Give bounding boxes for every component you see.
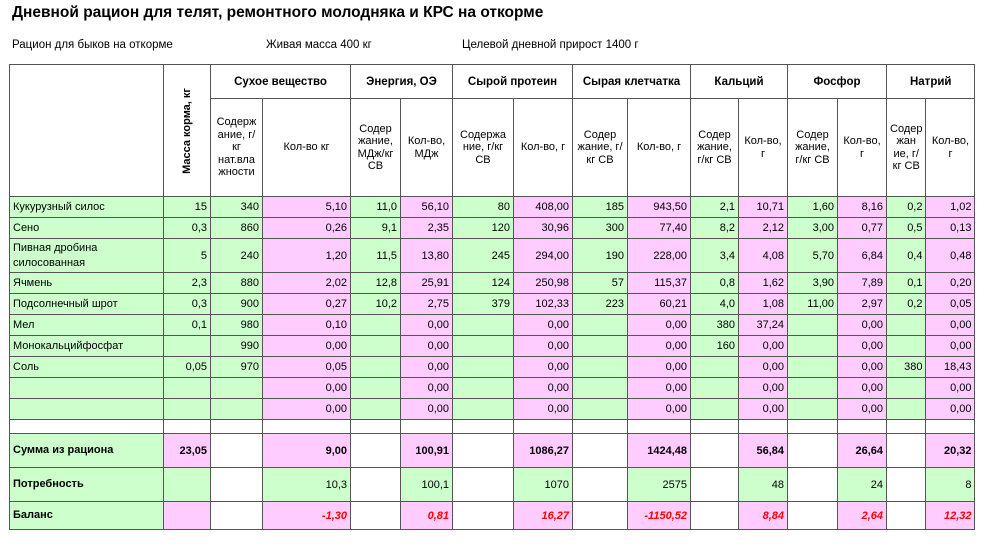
table-row xyxy=(10,294,975,315)
sum-ca: 56,84 xyxy=(739,434,788,468)
need-label: Потребность xyxy=(10,468,164,502)
sum-row xyxy=(10,434,975,468)
table-cell: 0,00 xyxy=(263,336,351,357)
spacer-row xyxy=(10,420,975,434)
table-cell: 6,84 xyxy=(838,239,887,273)
table-cell xyxy=(573,378,628,399)
table-cell: 2,75 xyxy=(401,294,453,315)
table-cell: 77,40 xyxy=(628,218,691,239)
table-cell: 30,96 xyxy=(514,218,573,239)
table-cell: 0,00 xyxy=(926,378,975,399)
empty-cell xyxy=(211,468,263,502)
table-cell: 0,77 xyxy=(838,218,887,239)
table-cell: 10,71 xyxy=(739,197,788,218)
table-cell xyxy=(887,399,926,420)
table-cell xyxy=(887,378,926,399)
table-cell: 0,00 xyxy=(926,315,975,336)
table-cell: 228,00 xyxy=(628,239,691,273)
table-cell xyxy=(164,378,211,399)
table-cell: 5 xyxy=(164,239,211,273)
empty-cell xyxy=(926,420,975,434)
empty-cell xyxy=(887,434,926,468)
table-cell: 57 xyxy=(573,273,628,294)
subheader-cell: Кол-во кг xyxy=(263,99,351,197)
table-cell: 0,00 xyxy=(628,357,691,378)
table-cell: 1,08 xyxy=(739,294,788,315)
empty-cell xyxy=(263,420,351,434)
table-cell: 15 xyxy=(164,197,211,218)
subheader-cell: Кол-во, г xyxy=(838,99,887,197)
empty-cell xyxy=(453,502,514,530)
table-cell: 3,90 xyxy=(788,273,838,294)
table-cell: 340 xyxy=(211,197,263,218)
feed-name-cell: Монокальцийфосфат xyxy=(10,336,164,357)
need-en: 100,1 xyxy=(401,468,453,502)
table-cell: 80 xyxy=(453,197,514,218)
table-cell xyxy=(453,378,514,399)
empty-cell xyxy=(887,420,926,434)
table-cell: 7,89 xyxy=(838,273,887,294)
table-cell xyxy=(164,399,211,420)
table-cell: 5,10 xyxy=(263,197,351,218)
table-row xyxy=(10,197,975,218)
table-cell: 0,00 xyxy=(263,378,351,399)
table-cell: 0,00 xyxy=(926,399,975,420)
table-cell xyxy=(573,336,628,357)
subheader-cell: Кол-во, МДж xyxy=(401,99,453,197)
empty-cell xyxy=(573,420,628,434)
sum-ph: 26,64 xyxy=(838,434,887,468)
empty-cell xyxy=(401,420,453,434)
header-feed-mass: Масса корма, кг xyxy=(164,65,211,197)
table-cell xyxy=(351,315,401,336)
table-cell xyxy=(788,378,838,399)
table-cell: 115,37 xyxy=(628,273,691,294)
table-cell xyxy=(887,336,926,357)
table-cell: 11,00 xyxy=(788,294,838,315)
table-cell: 880 xyxy=(211,273,263,294)
empty-cell xyxy=(788,502,838,530)
feed-name-cell xyxy=(10,378,164,399)
ration-table xyxy=(9,64,975,530)
table-cell: 0,48 xyxy=(926,239,975,273)
table-cell: 190 xyxy=(573,239,628,273)
table-cell: 0,8 xyxy=(691,273,739,294)
table-cell: 0,4 xyxy=(887,239,926,273)
table-cell xyxy=(887,315,926,336)
table-cell: 240 xyxy=(211,239,263,273)
balance-dm: -1,30 xyxy=(263,502,351,530)
table-cell: 13,80 xyxy=(401,239,453,273)
table-cell: 300 xyxy=(573,218,628,239)
sum-fb: 1424,48 xyxy=(628,434,691,468)
table-cell: 5,70 xyxy=(788,239,838,273)
table-cell: 250,98 xyxy=(514,273,573,294)
table-cell: 0,00 xyxy=(514,315,573,336)
table-cell: 1,20 xyxy=(263,239,351,273)
table-cell: 0,00 xyxy=(628,378,691,399)
table-cell: 56,10 xyxy=(401,197,453,218)
table-cell: 9,1 xyxy=(351,218,401,239)
table-cell: 0,00 xyxy=(263,399,351,420)
table-cell: 2,3 xyxy=(164,273,211,294)
table-cell: 18,43 xyxy=(926,357,975,378)
table-cell: 0,00 xyxy=(401,315,453,336)
table-cell: 0,00 xyxy=(628,315,691,336)
table-cell: 0,00 xyxy=(838,357,887,378)
empty-cell xyxy=(514,420,573,434)
table-row xyxy=(10,239,975,273)
subheader-cell: Кол-во, г xyxy=(514,99,573,197)
table-cell: 60,21 xyxy=(628,294,691,315)
table-cell: 0,26 xyxy=(263,218,351,239)
table-cell: 12,8 xyxy=(351,273,401,294)
subheader-cell: Содер жание, г/кг СВ xyxy=(573,99,628,197)
empty-cell xyxy=(211,420,263,434)
table-cell: 0,00 xyxy=(514,378,573,399)
table-cell: 0,05 xyxy=(926,294,975,315)
balance-label: Баланс xyxy=(10,502,164,530)
empty-cell xyxy=(211,434,263,468)
table-cell: 0,00 xyxy=(628,399,691,420)
balance-en: 0,81 xyxy=(401,502,453,530)
table-cell: 0,00 xyxy=(401,399,453,420)
feed-name-cell: Подсолнечный шрот xyxy=(10,294,164,315)
table-cell: 3,00 xyxy=(788,218,838,239)
table-cell: 380 xyxy=(887,357,926,378)
table-cell xyxy=(453,399,514,420)
empty-cell xyxy=(691,468,739,502)
need-pr: 1070 xyxy=(514,468,573,502)
table-cell xyxy=(573,399,628,420)
empty-cell xyxy=(691,502,739,530)
empty-cell xyxy=(691,434,739,468)
sum-na: 20,32 xyxy=(926,434,975,468)
empty-cell xyxy=(691,420,739,434)
empty-cell xyxy=(351,502,401,530)
feed-name-cell xyxy=(10,399,164,420)
empty-cell xyxy=(573,434,628,468)
table-cell: 970 xyxy=(211,357,263,378)
table-cell: 0,00 xyxy=(739,399,788,420)
table-cell xyxy=(351,336,401,357)
empty-cell xyxy=(211,502,263,530)
subheader-cell: Содер жание, г/кг СВ xyxy=(691,99,739,197)
table-cell xyxy=(788,336,838,357)
table-cell: 3,4 xyxy=(691,239,739,273)
table-row xyxy=(10,273,975,294)
table-cell xyxy=(573,357,628,378)
table-row xyxy=(10,378,975,399)
empty-cell xyxy=(788,434,838,468)
table-cell: 223 xyxy=(573,294,628,315)
sum-label: Сумма из рациона xyxy=(10,434,164,468)
table-cell: 0,3 xyxy=(164,218,211,239)
table-cell: 408,00 xyxy=(514,197,573,218)
table-cell: 0,27 xyxy=(263,294,351,315)
table-cell: 0,00 xyxy=(739,357,788,378)
feed-name-cell: Ячмень xyxy=(10,273,164,294)
table-cell xyxy=(211,378,263,399)
table-cell: 0,00 xyxy=(514,357,573,378)
table-cell xyxy=(453,315,514,336)
balance-row xyxy=(10,502,975,530)
table-cell: 25,91 xyxy=(401,273,453,294)
live-mass-label: Живая масса 400 кг xyxy=(266,39,372,51)
table-cell: 2,1 xyxy=(691,197,739,218)
balance-ca: 8,84 xyxy=(739,502,788,530)
table-cell: 2,35 xyxy=(401,218,453,239)
table-cell: 4,08 xyxy=(739,239,788,273)
empty-cell xyxy=(573,502,628,530)
need-ca: 48 xyxy=(739,468,788,502)
table-cell xyxy=(351,378,401,399)
table-cell: 990 xyxy=(211,336,263,357)
table-cell: 1,60 xyxy=(788,197,838,218)
table-cell: 160 xyxy=(691,336,739,357)
empty-cell xyxy=(739,420,788,434)
empty-cell xyxy=(788,468,838,502)
subheader-cell: Кол-во, г xyxy=(628,99,691,197)
feed-name-cell: Сено xyxy=(10,218,164,239)
table-cell: 2,02 xyxy=(263,273,351,294)
header-sodium: Натрий xyxy=(887,65,975,99)
table-cell: 0,00 xyxy=(514,336,573,357)
header-fiber: Сырая клетчатка xyxy=(573,65,691,99)
table-cell: 0,3 xyxy=(164,294,211,315)
table-row xyxy=(10,357,975,378)
sum-dm: 9,00 xyxy=(263,434,351,468)
subheader-cell: Содер жан ие, г/кг СВ xyxy=(887,99,926,197)
table-cell: 102,33 xyxy=(514,294,573,315)
table-cell: 0,00 xyxy=(926,336,975,357)
table-cell xyxy=(788,315,838,336)
need-dm: 10,3 xyxy=(263,468,351,502)
feed-name-cell: Мел xyxy=(10,315,164,336)
table-cell: 0,00 xyxy=(739,336,788,357)
table-cell: 10,2 xyxy=(351,294,401,315)
table-cell: 120 xyxy=(453,218,514,239)
table-cell: 0,00 xyxy=(739,378,788,399)
page-title: Дневной рацион для телят, ремонтного молодняка и КРС на откорме xyxy=(12,4,544,21)
table-cell: 245 xyxy=(453,239,514,273)
table-cell xyxy=(788,357,838,378)
subheader-cell: Содер жание, МДж/кг СВ xyxy=(351,99,401,197)
table-cell: 0,2 xyxy=(887,197,926,218)
feed-name-cell: Пивная дробина силосованная xyxy=(10,239,164,273)
header-name xyxy=(10,65,164,197)
table-cell xyxy=(453,336,514,357)
empty-cell xyxy=(453,420,514,434)
table-cell: 0,2 xyxy=(887,294,926,315)
table-cell: 860 xyxy=(211,218,263,239)
table-row xyxy=(10,315,975,336)
table-cell: 0,00 xyxy=(514,399,573,420)
table-cell: 0,00 xyxy=(838,378,887,399)
table-cell: 0,00 xyxy=(838,315,887,336)
table-cell: 0,1 xyxy=(164,315,211,336)
table-cell: 294,00 xyxy=(514,239,573,273)
table-cell: 2,97 xyxy=(838,294,887,315)
table-row xyxy=(10,336,975,357)
empty-cell xyxy=(351,468,401,502)
subheader-cell: Кол-во, г xyxy=(926,99,975,197)
table-cell: 8,2 xyxy=(691,218,739,239)
table-cell: 943,50 xyxy=(628,197,691,218)
table-cell: 185 xyxy=(573,197,628,218)
table-cell: 0,00 xyxy=(838,399,887,420)
table-cell xyxy=(691,399,739,420)
empty-cell xyxy=(838,420,887,434)
table-cell: 0,00 xyxy=(401,378,453,399)
empty-cell xyxy=(10,420,164,434)
empty-cell xyxy=(628,420,691,434)
table-cell: 0,00 xyxy=(401,336,453,357)
balance-ph: 2,64 xyxy=(838,502,887,530)
table-cell: 2,12 xyxy=(739,218,788,239)
table-cell: 980 xyxy=(211,315,263,336)
empty-cell xyxy=(164,468,211,502)
table-cell xyxy=(453,357,514,378)
subheader-cell: Содержа ние, г/кг СВ xyxy=(453,99,514,197)
need-ph: 24 xyxy=(838,468,887,502)
subheader-cell: Содер жание, г/кг СВ xyxy=(788,99,838,197)
table-cell: 0,10 xyxy=(263,315,351,336)
empty-cell xyxy=(788,420,838,434)
subheader-cell: Кол-во, г xyxy=(739,99,788,197)
empty-cell xyxy=(887,502,926,530)
table-cell: 379 xyxy=(453,294,514,315)
table-cell xyxy=(211,399,263,420)
balance-pr: 16,27 xyxy=(514,502,573,530)
table-cell: 900 xyxy=(211,294,263,315)
balance-na: 12,32 xyxy=(926,502,975,530)
header-protein: Сырой протеин xyxy=(453,65,573,99)
target-gain-label: Целевой дневной прирост 1400 г xyxy=(462,39,639,51)
feed-name-cell: Соль xyxy=(10,357,164,378)
table-cell: 1,62 xyxy=(739,273,788,294)
table-cell: 0,00 xyxy=(628,336,691,357)
table-cell xyxy=(164,336,211,357)
balance-fb: -1150,52 xyxy=(628,502,691,530)
header-calcium: Кальций xyxy=(691,65,788,99)
table-row xyxy=(10,399,975,420)
ration-label: Рацион для быков на откорме xyxy=(12,39,173,51)
table-cell xyxy=(351,399,401,420)
table-cell: 37,24 xyxy=(739,315,788,336)
table-cell xyxy=(351,357,401,378)
table-cell: 0,00 xyxy=(838,336,887,357)
table-cell: 11,0 xyxy=(351,197,401,218)
empty-cell xyxy=(351,434,401,468)
empty-cell xyxy=(164,502,211,530)
header-dry-matter: Сухое вещество xyxy=(211,65,351,99)
table-cell: 0,05 xyxy=(164,357,211,378)
empty-cell xyxy=(887,468,926,502)
subheader-cell: Содерж ание, г/кг нат.вла жности xyxy=(211,99,263,197)
table-cell: 8,16 xyxy=(838,197,887,218)
feed-name-cell: Кукурузный силос xyxy=(10,197,164,218)
table-cell: 0,00 xyxy=(401,357,453,378)
empty-cell xyxy=(573,468,628,502)
empty-cell xyxy=(453,468,514,502)
table-cell xyxy=(691,357,739,378)
table-cell: 1,02 xyxy=(926,197,975,218)
table-cell: 0,05 xyxy=(263,357,351,378)
empty-cell xyxy=(351,420,401,434)
table-cell: 11,5 xyxy=(351,239,401,273)
table-cell: 124 xyxy=(453,273,514,294)
empty-cell xyxy=(453,434,514,468)
table-cell xyxy=(788,399,838,420)
table-cell: 0,20 xyxy=(926,273,975,294)
table-cell: 0,13 xyxy=(926,218,975,239)
table-row xyxy=(10,218,975,239)
need-fb: 2575 xyxy=(628,468,691,502)
sum-pr: 1086,27 xyxy=(514,434,573,468)
table-cell: 0,5 xyxy=(887,218,926,239)
sum-mass: 23,05 xyxy=(164,434,211,468)
table-cell: 4,0 xyxy=(691,294,739,315)
sum-en: 100,91 xyxy=(401,434,453,468)
table-cell: 380 xyxy=(691,315,739,336)
table-cell: 0,1 xyxy=(887,273,926,294)
need-na: 8 xyxy=(926,468,975,502)
empty-cell xyxy=(164,420,211,434)
need-row xyxy=(10,468,975,502)
header-energy: Энергия, ОЭ xyxy=(351,65,453,99)
header-phosphorus: Фосфор xyxy=(788,65,887,99)
table-cell xyxy=(691,378,739,399)
table-cell xyxy=(573,315,628,336)
